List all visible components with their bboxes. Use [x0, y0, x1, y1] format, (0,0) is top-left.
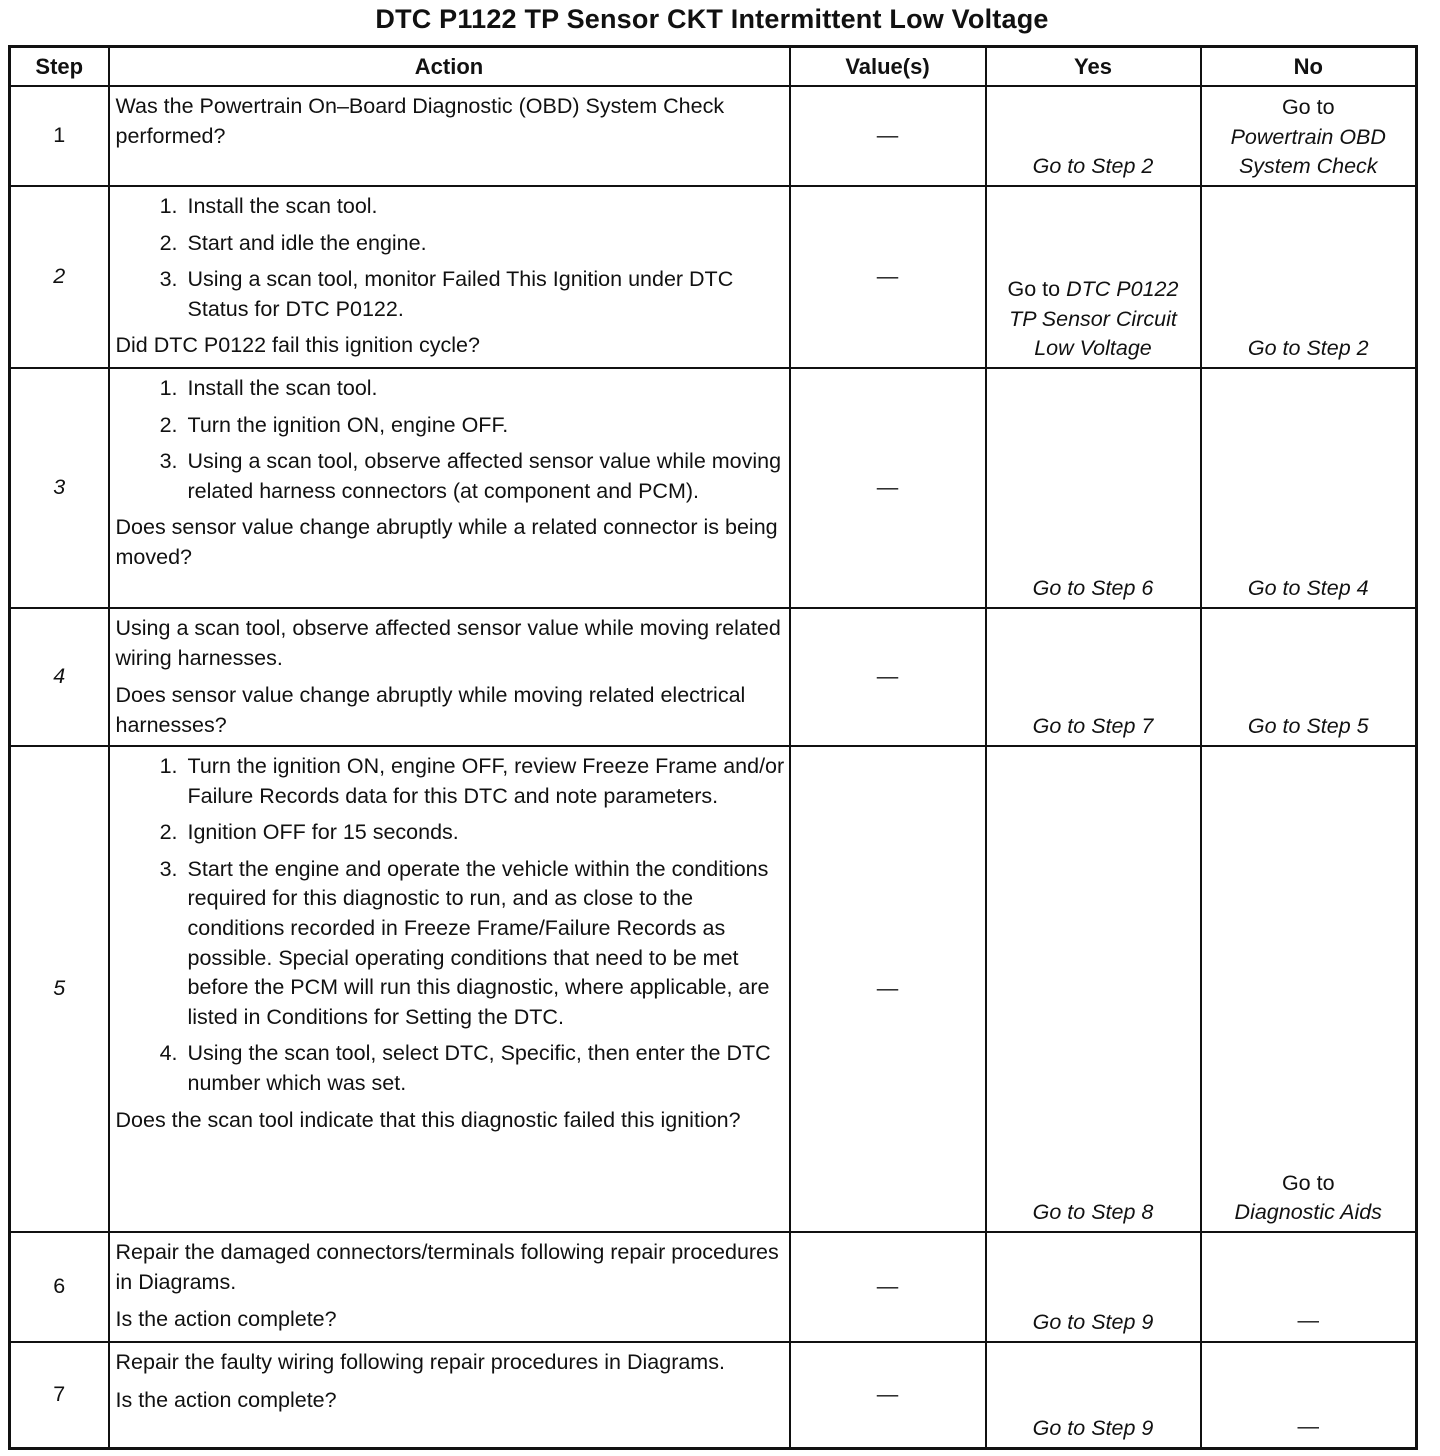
no-text: Go to [1281, 1170, 1335, 1195]
value-text: — [876, 264, 899, 289]
value-cell [790, 368, 986, 608]
value-text: — [876, 664, 899, 689]
action-question: Does the scan tool indicate that this diagnostic failed this ignition? [115, 1107, 741, 1132]
action-question: Does sensor value change abruptly while a related connector is being moved? [115, 515, 778, 569]
step-text: Start and idle the engine. [187, 230, 427, 255]
action-question: Did DTC P0122 fail this ignition cycle? [115, 333, 480, 358]
step-index: 3. [159, 267, 178, 292]
value-cell [790, 608, 986, 746]
yes-cell: Go to Step 6 [986, 368, 1201, 608]
action-cell [109, 86, 790, 186]
no-cell: Go to Step 4 [1201, 368, 1417, 608]
no-text: Diagnostic Aids [1234, 1200, 1382, 1225]
yes-cell: Go to Step 2 [986, 86, 1201, 186]
header-no: No [1201, 47, 1417, 87]
yes-cell: Go to Step 8 [986, 746, 1201, 1232]
no-cell [1201, 86, 1417, 186]
value-text: — [876, 123, 899, 148]
list-item [116, 855, 785, 1033]
no-cell [1201, 1342, 1417, 1448]
list-item [116, 374, 785, 404]
step-index: 3. [159, 856, 178, 881]
step-number: 4 [10, 608, 109, 746]
step-index: 1. [159, 194, 178, 218]
step-text: Install the scan tool. [187, 376, 378, 400]
step-number: 3 [10, 368, 109, 608]
yes-cell: Go to Step 9 [986, 1342, 1201, 1448]
list-item [116, 818, 785, 848]
step-text: Ignition OFF for 15 seconds. [187, 820, 459, 845]
step-index: 1. [159, 754, 178, 778]
step-number: 5 [10, 746, 109, 1232]
action-text: Was the Powertrain On–Board Diagnostic (OBD) System Check performed? [115, 94, 725, 148]
value-text: — [876, 475, 899, 500]
action-text: Repair the faulty wiring following repair procedures in Diagrams. [115, 1350, 725, 1374]
value-text: — [876, 1274, 899, 1299]
value-text: — [876, 1381, 899, 1406]
step-index: 4. [159, 1041, 178, 1066]
no-text: — [1297, 1308, 1319, 1333]
header-yes: Yes [986, 47, 1201, 87]
action-steps [116, 374, 785, 506]
yes-text: TP Sensor Circuit [1009, 306, 1177, 331]
step-number: 1 [10, 86, 109, 186]
action-cell [109, 1232, 790, 1342]
step-number: 6 [10, 1232, 109, 1342]
step-number: 7 [10, 1342, 109, 1448]
step-text: Using a scan tool, monitor Failed This Ignition under DTC Status for DTC P0122. [187, 267, 734, 321]
list-item [116, 411, 785, 441]
list-item [116, 752, 785, 811]
table-row [10, 746, 1417, 1232]
value-text: — [876, 976, 899, 1001]
yes-cell: Go to Step 7 [986, 608, 1201, 746]
yes-text: Low Voltage [1034, 336, 1152, 361]
no-cell [1201, 1232, 1417, 1342]
diagnostic-table [8, 45, 1418, 1450]
action-steps [116, 192, 785, 324]
action-cell [109, 608, 790, 746]
table-row [10, 608, 1417, 746]
table-row [10, 368, 1417, 608]
yes-text [987, 275, 1200, 305]
yes-cell [986, 186, 1201, 368]
step-index: 2. [159, 412, 178, 437]
step-text: Install the scan tool. [187, 194, 378, 218]
step-index: 2. [159, 230, 178, 255]
no-text: System Check [1238, 154, 1378, 179]
action-cell [109, 1342, 790, 1448]
no-text: — [1297, 1413, 1319, 1438]
page-title: DTC P1122 TP Sensor CKT Intermittent Low Voltage [375, 4, 1049, 34]
header-step: Step [10, 47, 109, 87]
table-row [10, 86, 1417, 186]
action-question: Is the action complete? [115, 1387, 337, 1412]
table-row [10, 1342, 1417, 1448]
value-cell [790, 1232, 986, 1342]
list-item [116, 447, 785, 506]
no-text: Go to [1281, 95, 1335, 120]
yes-cell: Go to Step 9 [986, 1232, 1201, 1342]
header-row [10, 47, 1417, 87]
list-item [116, 229, 785, 259]
value-cell [790, 86, 986, 186]
action-cell [109, 368, 790, 608]
no-cell: Go to Step 5 [1201, 608, 1417, 746]
step-index: 1. [159, 376, 178, 400]
step-text: Using a scan tool, observe affected sensor value while moving related harness connectors (at component and PCM). [187, 449, 782, 503]
value-cell [790, 746, 986, 1232]
value-cell [790, 1342, 986, 1448]
value-cell [790, 186, 986, 368]
header-values: Value(s) [790, 47, 986, 87]
header-action: Action [109, 47, 790, 87]
action-cell [109, 186, 790, 368]
no-cell: Go to Step 2 [1201, 186, 1417, 368]
no-text: Powertrain OBD [1230, 124, 1386, 149]
list-item [116, 1039, 785, 1098]
action-question: Is the action complete? [115, 1307, 337, 1332]
table-row [10, 186, 1417, 368]
step-text: Turn the ignition ON, engine OFF, review Freeze Frame and/or Failure Records data for this DTC and note parameters. [187, 754, 785, 808]
step-text: Turn the ignition ON, engine OFF. [187, 412, 509, 437]
action-cell [109, 746, 790, 1232]
step-text: Using the scan tool, select DTC, Specific, then enter the DTC number which was set. [187, 1041, 771, 1095]
no-cell [1201, 746, 1417, 1232]
yes-text-italic: DTC P0122 [1066, 277, 1179, 302]
action-text: Using a scan tool, observe affected sensor value while moving related wiring harnesses. [115, 616, 781, 670]
action-text: Repair the damaged connectors/terminals following repair procedures in Diagrams. [115, 1240, 779, 1294]
list-item [116, 265, 785, 324]
step-index: 2. [159, 820, 178, 845]
list-item [116, 192, 785, 222]
step-number: 2 [10, 186, 109, 368]
table-row [10, 1232, 1417, 1342]
step-index: 3. [159, 449, 178, 474]
action-question: Does sensor value change abruptly while moving related electrical harnesses? [115, 683, 746, 737]
yes-text-plain: Go to [1007, 277, 1061, 302]
action-steps [116, 752, 785, 1099]
step-text: Start the engine and operate the vehicle within the conditions required for this diagnostic to run, and as close to the conditions recorded in Freeze Frame/Failure Records as possible. Special operating conditions that need to be met before the PCM will run this diagnostic, where applicable, are listed in Conditions for Setting the DTC. [187, 856, 770, 1029]
